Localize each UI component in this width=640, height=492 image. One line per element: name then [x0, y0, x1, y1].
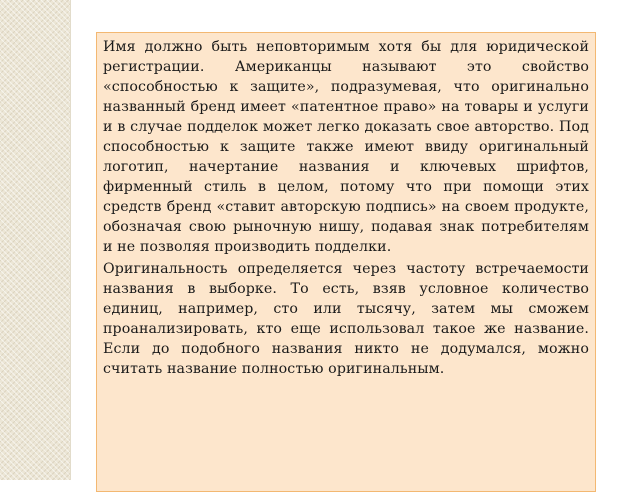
text-block — [96, 32, 596, 492]
decorative-side-strip — [0, 0, 71, 480]
paragraph-1: Имя должно быть неповторимым хотя бы для юридической регистрации. Американцы называют это свойство «способностью к защите», подразумевая, что оригинально названный бренд имеет «патентное право» на товары и услуги и в случае подделок может легко доказать свое авторство. Под способностью к защите также имеют ввиду оригинальный логотип, начертание названия и ключевых шрифтов, фирменный стиль в целом, потому что при помощи этих средств бренд «ставит авторскую подпись» на своем продукте, обозначая свою рыночную нишу, подавая знак потребителям и не позволяя производить подделки. — [103, 39, 589, 255]
paragraph-2: Оригинальность определяется через частоту встречаемости названия в выборке. То есть, взяв условное количество единиц, например, сто или тысячу, затем мы сможем проанализировать, кто еще использовал такое же название. Если до подобного названия никто не додумался, можно считать название полностью оригинальным. — [103, 261, 589, 377]
